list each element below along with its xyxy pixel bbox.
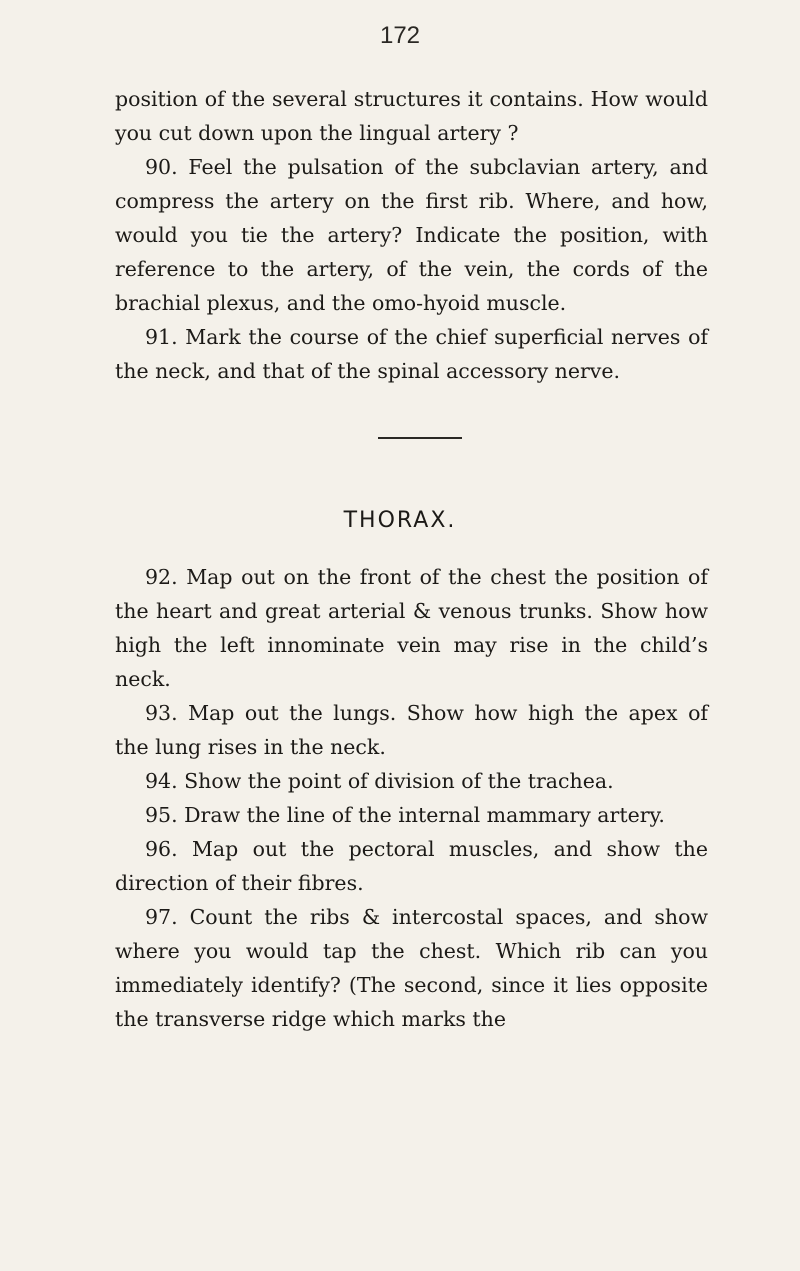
page-number: 172	[379, 22, 421, 49]
neck-questions	[115, 82, 708, 388]
thorax-questions	[115, 560, 708, 1036]
question-96: 96. Map out the pectoral muscles, and show the direction of their fibres.	[115, 837, 708, 895]
question-93: 93. Map out the lungs. Show how high the apex of the lung rises in the neck.	[115, 701, 708, 759]
question-95: 95. Draw the line of the internal mammary artery.	[145, 803, 665, 827]
section-heading-thorax: THORAX.	[343, 508, 457, 533]
section-divider	[378, 437, 462, 439]
question-90: 90. Feel the pulsation of the subclavian artery, and compress the artery on the first rib. Where, and how, would you tie the artery? Indicate the position, with reference to the artery, of the vein, the cords of the brachial plexus, and the omo-hyoid muscle.	[115, 155, 708, 315]
question-91: 91. Mark the course of the chief superficial nerves of the neck, and that of the spinal accessory nerve.	[115, 325, 708, 383]
intro-paragraph: position of the several structures it contains. How would you cut down upon the lingual artery ?	[115, 87, 708, 145]
question-97: 97. Count the ribs & intercostal spaces, and show where you would tap the chest. Which rib can you immediately identify? (The second, since it lies opposite the transverse ridge which marks the	[115, 905, 708, 1031]
question-92: 92. Map out on the front of the chest the position of the heart and great arterial & venous trunks. Show how high the left innominate vein may rise in the child’s neck.	[115, 565, 708, 691]
question-94: 94. Show the point of division of the trachea.	[145, 769, 614, 793]
